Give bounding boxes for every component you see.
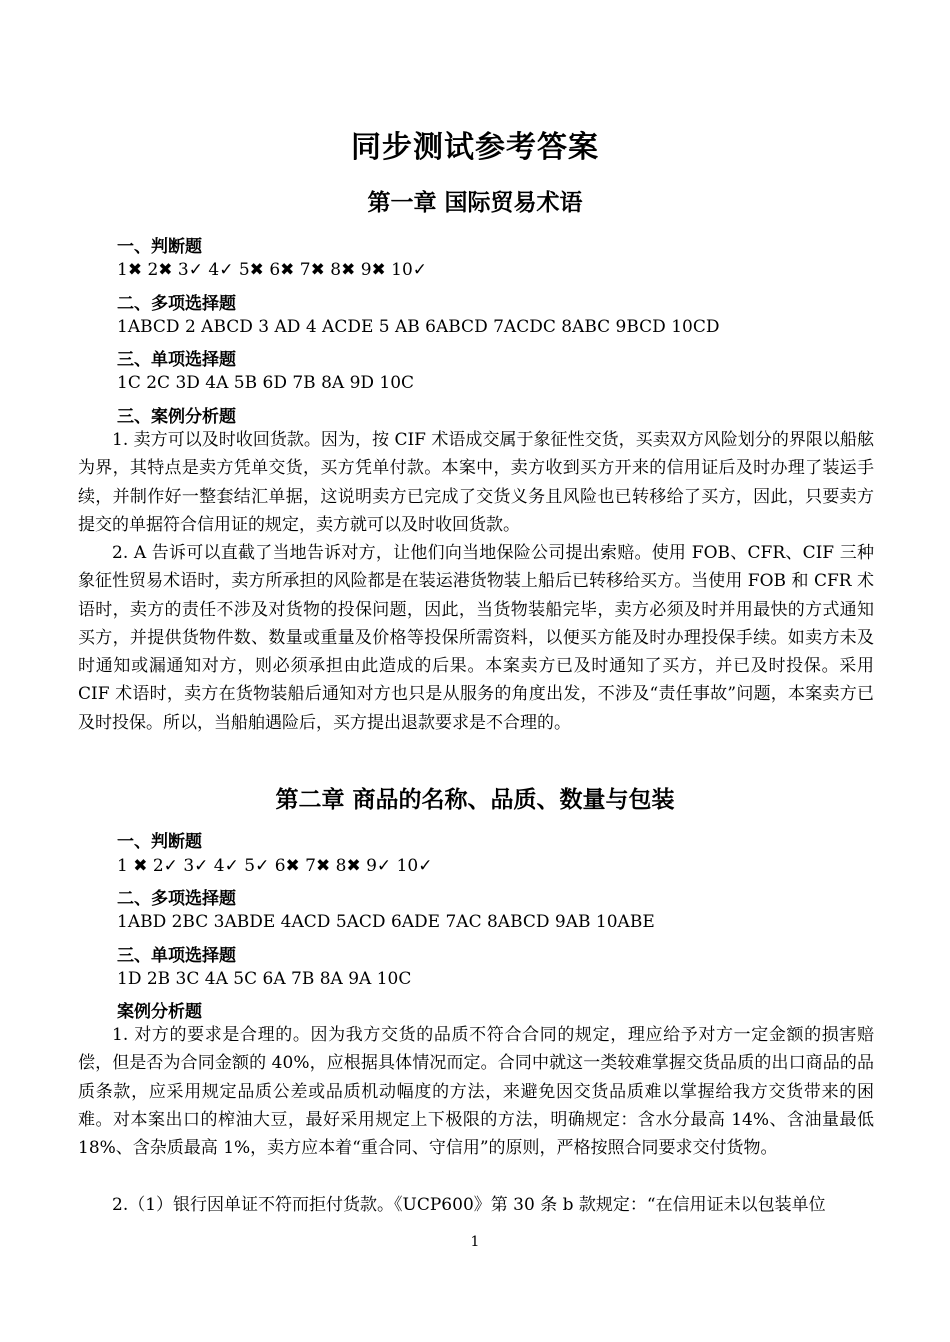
page-number: 1 — [470, 1234, 480, 1250]
chapter2-multi-answers: 1ABD 2BC 3ABDE 4ACD 5ACD 6ADE 7AC 8ABCD 9AB 10ABE — [117, 912, 655, 932]
chapter1-case-heading: 三、案例分析题 — [117, 407, 236, 427]
chapter1-multi-heading: 二、多项选择题 — [117, 294, 236, 314]
chapter2-case-heading: 案例分析题 — [117, 1002, 202, 1022]
chapter2-multi-heading: 二、多项选择题 — [117, 889, 236, 909]
chapter2-judge-answers: 1 ✖ 2✓ 3✓ 4✓ 5✓ 6✖ 7✖ 8✖ 9✓ 10✓ — [117, 856, 433, 876]
chapter2-single-answers: 1D 2B 3C 4A 5C 6A 7B 8A 9A 10C — [117, 969, 412, 989]
chapter1-single-heading: 三、单项选择题 — [117, 350, 236, 370]
chapter2-judge-heading: 一、判断题 — [117, 832, 202, 852]
chapter1-case2-paragraph: 2. A 告诉可以直截了当地告诉对方，让他们向当地保险公司提出索赔。使用 FOB、CFR、CIF 三种象征性贸易术语时，卖方所承担的风险都是在装运港货物装上船后已转移给买方。当使用 FOB 和 CFR 术语时，卖方的责任不涉及对货物的投保问题，因此，当货物装船完毕，卖方必须及时并用最快的方式通知买方，并提供货物件数、数量或重量及价格等投保所需资料，以便买方能及时办理投保手续。如卖方未及时通知或漏通知对方，则必须承担由此造成的后果。本案卖方已及时通知了买方，并已及时投保。采用 CIF 术语时，卖方在货物装船后通知对方也只是从服务的角度出发，不涉及“责任事故”问题，本案卖方已及时投保。所以，当船舶遇险后，买方提出退款要求是不合理的。 — [78, 543, 874, 733]
chapter2-case1-paragraph: 1. 对方的要求是合理的。因为我方交货的品质不符合合同的规定，理应给予对方一定金额的损害赔偿，但是否为合同金额的 40%，应根据具体情况而定。合同中就这一类较难掌握交货品质的出口商品的品质条款，应采用规定品质公差或品质机动幅度的方法，来避免因交货品质难以掌握给我方交货带来的困难。对本案出口的榨油大豆，最好采用规定上下极限的方法，明确规定：含水分最高 14%、含油量最低 18%、含杂质最高 1%，卖方应本着“重合同、守信用”的原则，严格按照合同要求交付货物。 — [78, 1025, 874, 1159]
chapter1-title: 第一章 国际贸易术语 — [367, 189, 583, 216]
chapter1-case1-paragraph: 1. 卖方可以及时收回货款。因为，按 CIF 术语成交属于象征性交货，买卖双方风险划分的界限以船舷为界，其特点是卖方凭单交货，买方凭单付款。本案中，卖方收到买方开来的信用证后及时办理了装运手续，并制作好一整套结汇单据，这说明卖方已完成了交货义务且风险也已转移给了买方，因此，只要卖方提交的单据符合信用证的规定，卖方就可以及时收回货款。 — [78, 430, 874, 535]
page-title: 同步测试参考答案 — [351, 130, 599, 165]
chapter1-judge-heading: 一、判断题 — [117, 237, 202, 257]
chapter2-case2-paragraph: 2.（1）银行因单证不符而拒付货款。《UCP600》第 30 条 b 款规定：“在信用证未以包装单位 — [112, 1195, 826, 1215]
chapter1-single-answers: 1C 2C 3D 4A 5B 6D 7B 8A 9D 10C — [117, 373, 415, 393]
chapter2-single-heading: 三、单项选择题 — [117, 946, 236, 966]
chapter1-judge-answers: 1✖ 2✖ 3✓ 4✓ 5✖ 6✖ 7✖ 8✖ 9✖ 10✓ — [117, 260, 428, 280]
chapter2-title: 第二章 商品的名称、品质、数量与包装 — [275, 786, 675, 813]
chapter1-multi-answers: 1ABCD 2 ABCD 3 AD 4 ACDE 5 AB 6ABCD 7ACDC 8ABC 9BCD 10CD — [117, 317, 720, 337]
